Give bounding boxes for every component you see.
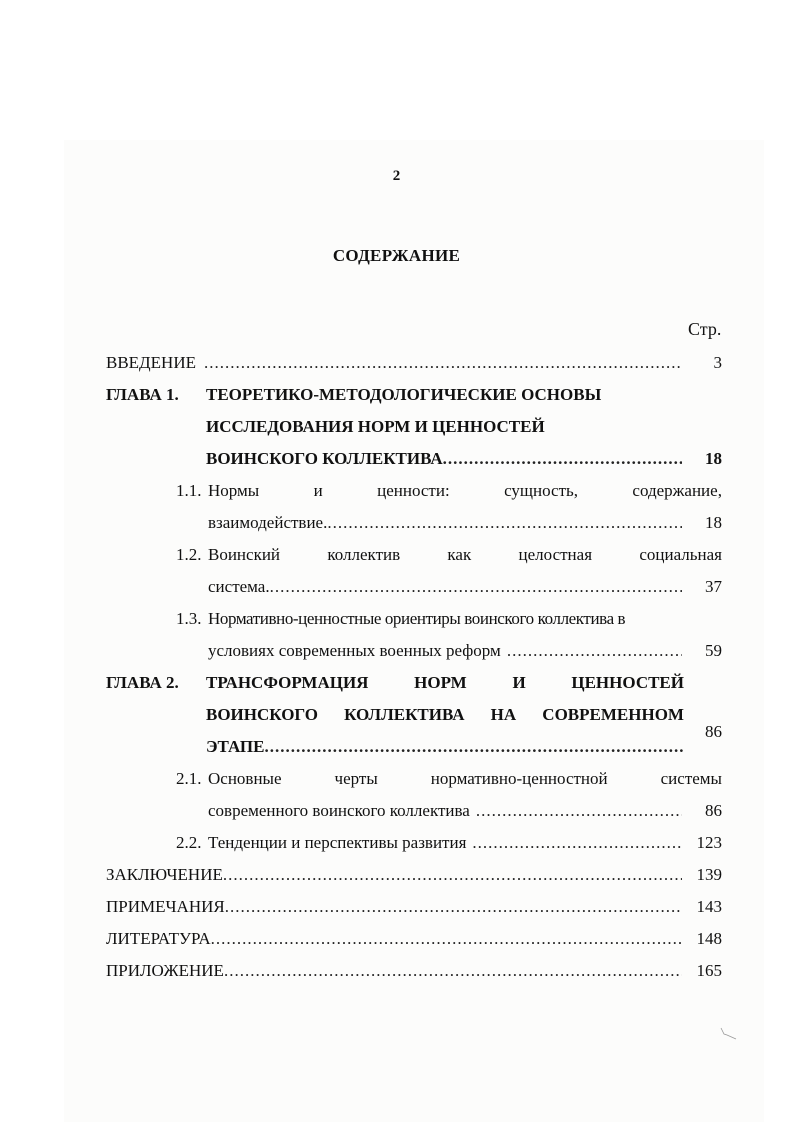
toc-entry-page: 86 [705,722,722,741]
chapter-title-line: ЭТАПЕ ..... [206,731,684,763]
chapter-title-line: ИССЛЕДОВАНИЯ НОРМ И ЦЕННОСТЕЙ [206,417,545,436]
leader-dots [476,795,682,827]
leader-dots [443,443,682,475]
toc-entry-page: 86 [705,801,722,820]
chapter-title-line: ТРАНСФОРМАЦИЯ НОРМ И ЦЕННОСТЕЙ [206,673,684,692]
pen-mark-icon [720,1026,742,1044]
section-number: 2.1. [176,769,202,788]
chapter-title-line: ВОИНСКОГО КОЛЛЕКТИВА ..... 18 [206,443,722,475]
section-number: 1.3. [176,609,202,628]
leader-dots [507,635,682,667]
leader-dots [223,859,682,891]
toc-entry-literature[interactable] [106,923,722,955]
toc-entry-page: 165 [696,961,722,980]
toc-entry-page: 3 [713,353,722,372]
leader-dots [204,347,682,379]
toc-entry-page: 18 [705,513,722,532]
section-number: 1.1. [176,481,202,500]
chapter-title-line: ТЕОРЕТИКО-МЕТОДОЛОГИЧЕСКИЕ ОСНОВЫ [206,385,602,404]
leader-dots [472,827,682,859]
toc-entry-page: 139 [696,865,722,884]
toc-entry-label: ЗАКЛЮЧЕНИЕ [106,865,223,884]
toc-entry-label: ВВЕДЕНИЕ [106,353,196,372]
toc-entry-intro[interactable] [106,347,722,379]
toc-entry-label: ПРИЛОЖЕНИЕ [106,961,224,980]
leader-dots [211,923,682,955]
section-title-line: Нормы и ценности: сущность, содержание, [208,481,722,500]
leader-dots [327,507,682,539]
section-number: 1.2. [176,545,202,564]
chapter-title-line: ВОИНСКОГО КОЛЛЕКТИВА НА СОВРЕМЕННОМ [206,705,684,724]
section-number: 2.2. [176,833,202,852]
chapter-label: ГЛАВА 1. [106,385,179,404]
toc-entry-page: 143 [696,897,722,916]
toc-entry-appendix[interactable] [106,955,722,987]
section-title-line: Основные черты нормативно-ценностной системы [208,769,722,788]
leader-dots [270,571,682,603]
page-title: СОДЕРЖАНИЕ [332,246,461,265]
toc-entry-page: 37 [705,577,722,596]
toc-entry-notes[interactable] [106,891,722,923]
leader-dots [224,955,682,987]
page-number: 2 [392,168,401,184]
toc-entry-label: ЛИТЕРАТУРА [106,929,211,948]
toc-entry-label: ПРИМЕЧАНИЯ [106,897,225,916]
page-column-header: Стр. [688,319,722,339]
toc-entry-page: 123 [696,833,722,852]
leader-dots [264,731,684,763]
toc-entry-page: 59 [705,641,722,660]
toc-entry-conclusion[interactable] [106,859,722,891]
toc-entry-page: 18 [705,449,722,468]
toc-section-2-2[interactable]: 2.2. Тенденции и перспективы развития ..... 123 [176,827,722,859]
chapter-label: ГЛАВА 2. [106,673,179,692]
leader-dots [225,891,682,923]
section-title-line: Воинский коллектив как целостная социальная [208,545,722,564]
section-title-line: Нормативно-ценностные ориентиры воинского коллектива в [208,609,626,628]
toc-entry-page: 148 [696,929,722,948]
